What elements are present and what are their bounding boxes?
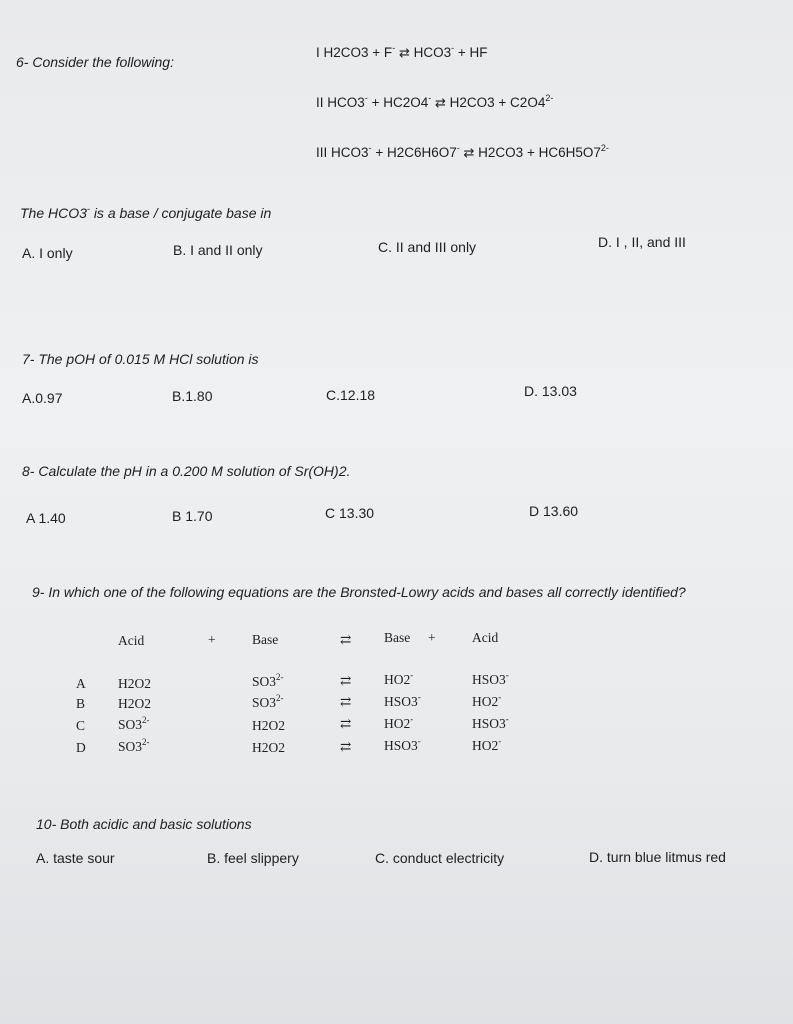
q6-prompt: 6- Consider the following:: [16, 54, 174, 70]
q6-option-c[interactable]: C. II and III only: [378, 239, 477, 255]
q6-equation-1: [316, 45, 488, 61]
q8-option-a[interactable]: A 1.40: [26, 510, 66, 526]
q9-header-base-2: Base: [384, 630, 411, 645]
q9-row-b-acid2-formula: HO2: [472, 694, 499, 709]
q6-option-a[interactable]: A. I only: [22, 245, 73, 261]
q9-row-b-acid-2: [472, 694, 501, 710]
eq3-c: H2CO3 + HC6H5O7: [478, 145, 601, 160]
q9-row-c-acid2-formula: HSO3: [472, 716, 506, 731]
q9-row-c-acid-charge: 2-: [142, 715, 150, 725]
q9-row-d-letter[interactable]: D: [76, 740, 86, 755]
q9-prompt: 9- In which one of the following equations are the Bronsted-Lowry acids and bases all correctly identified?: [32, 584, 686, 600]
eq1-rhs1-charge: -: [451, 43, 455, 53]
q8-prompt: 8- Calculate the pH in a 0.200 M solution of Sr(OH)2.: [22, 463, 351, 479]
q9-row-b-arrow: ⇄: [340, 694, 352, 709]
eq3-c-charge: 2-: [600, 143, 609, 153]
q9-header-acid: Acid: [118, 633, 145, 648]
q6-option-d[interactable]: D. I , II, and III: [598, 234, 686, 250]
eq2-b-charge: -: [428, 93, 432, 103]
q10-option-a[interactable]: A. taste sour: [36, 850, 115, 866]
q7-option-d[interactable]: D. 13.03: [524, 383, 577, 399]
q9-row-b-letter[interactable]: B: [76, 696, 86, 711]
q9-row-b-base2-formula: HSO3: [384, 694, 418, 709]
q9-header-acid-2: Acid: [472, 630, 499, 645]
q9-row-b-acid: H2O2: [118, 696, 151, 711]
q9-row-d-base2-formula: HSO3: [384, 738, 418, 753]
q9-header-base: Base: [252, 632, 279, 647]
q9-row-a-acid2-formula: HSO3: [472, 672, 506, 687]
q9-row-d-base: H2O2: [252, 740, 285, 755]
q9-row-d-acid: [118, 739, 150, 755]
eq1-lhs: H2CO3 + F: [323, 45, 393, 60]
q9-row-d-acid-2: [472, 738, 501, 754]
q9-row-d-acid-charge: 2-: [142, 737, 150, 747]
q9-row-c-base2-formula: HO2: [384, 716, 411, 731]
eq1-rhs1: HCO3: [413, 45, 452, 60]
q7-option-a[interactable]: A.0.97: [22, 390, 63, 406]
q7-option-b[interactable]: B.1.80: [172, 388, 213, 404]
q9-row-a-acid-2: [472, 672, 509, 688]
q9-row-a-arrow: ⇄: [340, 673, 352, 688]
q10-option-c[interactable]: C. conduct electricity: [375, 850, 505, 866]
q10-option-d[interactable]: D. turn blue litmus red: [589, 849, 726, 865]
q6-statement-a: The HCO3: [20, 205, 87, 221]
q8-option-c[interactable]: C 13.30: [325, 505, 375, 521]
q9-row-b-base-charge: 2-: [276, 693, 284, 703]
q6-equation-2: [316, 95, 553, 111]
q9-row-d-acid2-formula: HO2: [472, 738, 499, 753]
q9-row-b-base-2: [384, 694, 421, 710]
eq3-label: III: [316, 145, 328, 160]
q9-row-a-acid: H2O2: [118, 676, 151, 691]
q9-row-a-base: [252, 674, 284, 690]
eq2-b: + HC2O4: [371, 95, 429, 110]
eq1-lhs-charge: -: [392, 43, 396, 53]
q9-row-d-acid2-charge: -: [498, 736, 502, 746]
eq1-label: I: [316, 45, 320, 60]
eq3-a: HCO3: [331, 145, 369, 160]
q9-row-c-acid2-charge: -: [505, 714, 509, 724]
q9-row-a-base-formula: SO3: [252, 674, 277, 689]
q9-row-b-acid2-charge: -: [498, 692, 502, 702]
eq2-a: HCO3: [327, 95, 365, 110]
q9-row-c-base: H2O2: [252, 718, 285, 733]
q9-row-d-base-2: [384, 738, 421, 754]
q9-row-d-acid-formula: SO3: [118, 739, 143, 754]
q9-header-plus-1: +: [208, 632, 216, 647]
eq2-a-charge: -: [364, 93, 368, 103]
q6-statement: [20, 205, 271, 221]
eq2-label: II: [316, 95, 324, 110]
eq3-a-charge: -: [368, 143, 372, 153]
eq2-c: H2CO3 + C2O4: [449, 95, 546, 110]
q9-row-c-acid-formula: SO3: [118, 717, 143, 732]
q9-row-a-base-charge: 2-: [276, 672, 284, 682]
q9-row-a-acid2-charge: -: [505, 670, 509, 680]
q9-row-a-base2-formula: HO2: [384, 672, 411, 687]
eq3-b: + H2C6H6O7: [375, 145, 457, 160]
q6-option-b[interactable]: B. I and II only: [173, 242, 263, 258]
q9-row-c-acid: [118, 717, 150, 733]
q9-row-b-base-formula: SO3: [252, 695, 277, 710]
q9-row-c-arrow: ⇄: [340, 716, 352, 731]
eq3-arrow: ⇄: [463, 145, 475, 160]
q10-prompt: 10- Both acidic and basic solutions: [36, 816, 252, 832]
q6-statement-b: is a base / conjugate base in: [93, 205, 272, 221]
q9-row-c-base2-charge: -: [410, 714, 414, 724]
q9-row-c-base-2: [384, 716, 413, 732]
q9-row-a-base-2: [384, 672, 413, 688]
q8-option-b[interactable]: B 1.70: [172, 508, 213, 524]
q7-option-c[interactable]: C.12.18: [326, 387, 376, 403]
q6-equation-3: [316, 145, 609, 161]
eq1-rhs2: + HF: [457, 45, 488, 60]
eq2-arrow: ⇄: [434, 95, 446, 110]
q9-row-d-base2-charge: -: [417, 736, 421, 746]
q9-header-arrow: ⇄: [340, 632, 352, 647]
q8-option-d[interactable]: D 13.60: [529, 503, 579, 519]
q9-header-plus-2: +: [428, 630, 436, 645]
q7-prompt: 7- The pOH of 0.015 M HCl solution is: [22, 351, 259, 367]
eq3-b-charge: -: [456, 143, 460, 153]
q9-row-b-base2-charge: -: [417, 692, 421, 702]
q9-row-c-acid-2: [472, 716, 509, 732]
q10-option-b[interactable]: B. feel slippery: [207, 850, 299, 866]
eq2-c-charge: 2-: [545, 93, 554, 103]
q9-row-c-letter[interactable]: C: [76, 718, 86, 733]
q6-statement-charge: -: [86, 204, 90, 214]
eq1-arrow: ⇄: [398, 45, 410, 60]
q9-row-b-base: [252, 695, 284, 711]
q9-row-d-arrow: ⇄: [340, 739, 352, 754]
q9-row-a-base2-charge: -: [410, 670, 414, 680]
q9-row-a-letter[interactable]: A: [76, 676, 86, 691]
